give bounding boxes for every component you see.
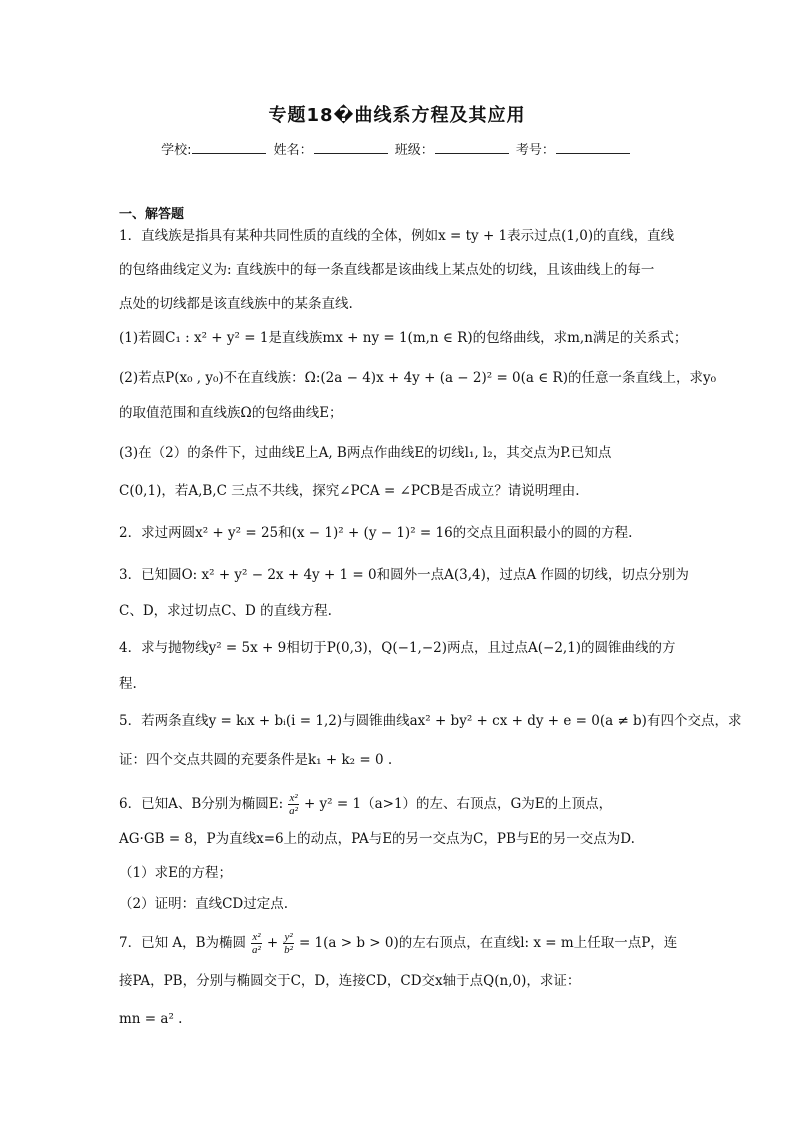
problem-1-line-1: 1．直线族是指具有某种共同性质的直线的全体，例如x = ty + 1表示过点(1,0)的直线，直线 (119, 228, 675, 244)
student-info-row (0, 139, 794, 158)
name-blank[interactable] (314, 142, 388, 154)
exam-no-blank[interactable] (556, 142, 630, 154)
name-label: 姓名： (273, 143, 313, 158)
problem-2-line: 2．求过两圆x² + y² = 25和(x − 1)² + (y − 1)² = 16的交点且面积最小的圆的方程. (119, 525, 633, 541)
problem-1-line-3: 点处的切线都是该直线族中的某条直线. (119, 296, 353, 312)
problem-3-line-1: 3．已知圆O: x² + y² − 2x + 4y + 1 = 0和圆外一点A(3,4)，过点A 作圆的切线，切点分别为 (119, 567, 689, 583)
school-blank[interactable] (192, 142, 266, 154)
problem-6-intro: 6．已知A、B分别为椭圆E: (119, 796, 284, 812)
problem-4-line-2: 程. (119, 676, 137, 692)
problem-6-intro-rest: + y² = 1（a>1）的左、右顶点，G为E的上顶点， (303, 796, 613, 812)
x-fraction (251, 931, 261, 956)
plus-sign: + (266, 935, 279, 951)
fraction-denominator: b² (284, 944, 293, 956)
problem-1-line-8: C(0,1)，若A,B,C 三点不共线，探究∠PCA = ∠PCB是否成立？请说明理由. (119, 483, 580, 499)
problem-5-line-1: 5．若两条直线y = kᵢx + bᵢ(i = 1,2)与圆锥曲线ax² + by² + cx + dy + e = 0(a ≠ b)有四个交点，求 (119, 713, 742, 729)
problem-1-line-6: 的取值范围和直线族Ω的包络曲线E； (119, 405, 343, 421)
problem-1-line-5: (2)若点P(x₀ , y₀)不在直线族：Ω:(2a − 4)x + 4y + (a − 2)² = 0(a ∈ R)的任意一条直线上，求y₀ (119, 370, 717, 386)
fraction-numerator: x² (252, 931, 261, 943)
class-blank[interactable] (435, 142, 509, 154)
problem-7-line-2: 接PA，PB，分别与椭圆交于C，D，连接CD，CD交x轴于点Q(n,0)，求证： (119, 973, 581, 989)
problem-7-line-3: mn = a² . (119, 1011, 183, 1027)
fraction-denominator: a² (289, 805, 298, 817)
problem-4-line-1: 4．求与抛物线y² = 5x + 9相切于P(0,3)，Q(−1,−2)两点，且过点A(−2,1)的圆锥曲线的方 (119, 640, 676, 656)
problem-1-line-2: 的包络曲线定义为: 直线族中的每一条直线都是该曲线上某点处的切线，且该曲线上的每一 (119, 262, 655, 278)
class-label: 班级： (394, 143, 434, 158)
fraction-denominator: a² (252, 944, 261, 956)
school-label: 学校: (161, 143, 192, 158)
problem-5-line-2: 证：四个交点共圆的充要条件是k₁ + k₂ = 0 . (119, 752, 393, 768)
exam-no-label: 考号： (515, 143, 555, 158)
problem-3-line-2: C、D，求过切点C、D 的直线方程. (119, 603, 332, 619)
problem-6-line-3: （1）求E的方程； (119, 865, 232, 881)
problem-6-line-4: （2）证明：直线CD过定点. (119, 896, 289, 912)
ellipse-fraction (288, 792, 298, 817)
fraction-numerator: y² (284, 931, 293, 943)
problem-7-intro: 7．已知 A，B为椭圆 (119, 935, 247, 951)
problem-7-line-1 (119, 931, 679, 956)
fraction-numerator: x² (289, 792, 298, 804)
problem-6-line-2: AG·GB = 8，P为直线x=6上的动点，PA与E的另一交点为C，PB与E的另一交点为D. (119, 831, 635, 847)
y-fraction (283, 931, 293, 956)
page-title: 专题18�曲线系方程及其应用 (268, 105, 526, 126)
problem-6-line-1 (119, 792, 679, 817)
problem-7-intro-rest: = 1(a > b > 0)的左右顶点，在直线l: x = m上任取一点P，连 (298, 935, 678, 951)
problem-1-line-7: (3)在（2）的条件下，过曲线E上A, B两点作曲线E的切线l₁, l₂，其交点为P.已知点 (119, 445, 612, 461)
section-heading: 一、解答题 (119, 207, 185, 222)
problem-1-line-4: (1)若圆C₁ : x² + y² = 1是直线族mx + ny = 1(m,n ∈ R)的包络曲线，求m,n满足的关系式； (119, 330, 688, 346)
